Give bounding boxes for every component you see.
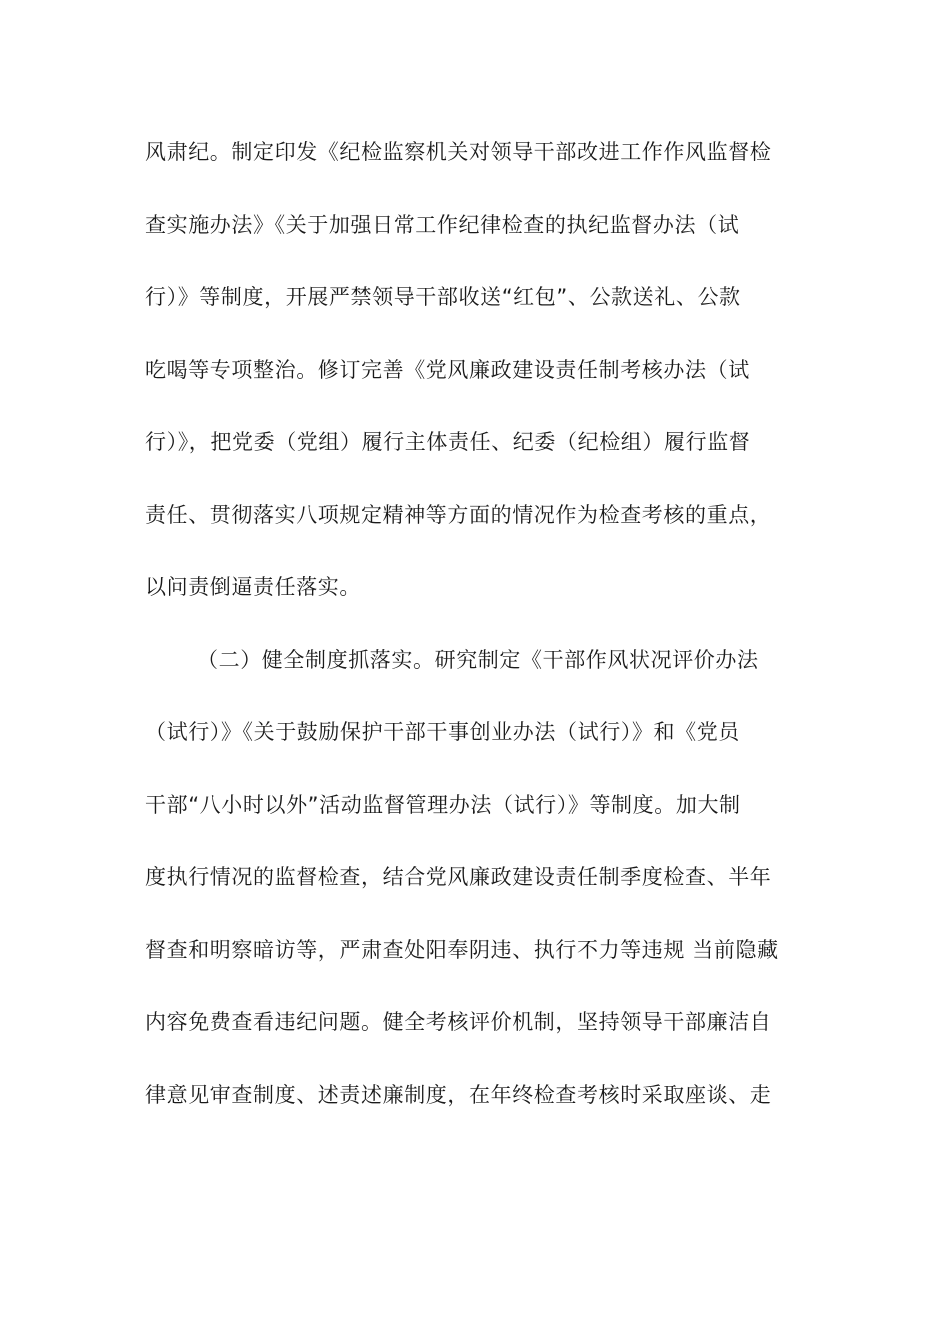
section-heading-line: （二）健全制度抓落实。研究制定《干部作风状况评价办法 — [197, 647, 759, 672]
text-line: 行）》，把党委（党组）履行主体责任、纪委（纪检组）履行监督 — [145, 430, 751, 454]
text-line: 行）》等制度，开展严禁领导干部收送“红包”、公款送礼、公款 — [145, 285, 741, 309]
text-line: 吃喝等专项整治。修订完善《党风廉政建设责任制考核办法（试 — [145, 357, 750, 382]
text-line: （试行）》《关于鼓励保护干部干事创业办法（试行）》和《党员 — [145, 720, 740, 744]
text-line: 责任、贯彻落实八项规定精神等方面的情况作为检查考核的重点， — [145, 502, 772, 527]
text-line: 督查和明察暗访等，严肃查处阳奉阴违、执行不力等违规 当前隐藏 — [145, 937, 779, 962]
body-text — [145, 126, 810, 1141]
text-line: 内容免费查看违纪问题。健全考核评价机制，坚持领导干部廉洁自 — [145, 1010, 772, 1034]
text-line: 度执行情况的监督检查，结合党风廉政建设责任制季度检查、半年 — [145, 865, 772, 889]
text-line: 查实施办法》《关于加强日常工作纪律检查的执纪监督办法（试 — [145, 212, 740, 237]
text-line: 干部“八小时以外”活动监督管理办法（试行）》等制度。加大制 — [145, 792, 741, 817]
text-line: 风肃纪。制定印发《纪检监察机关对领导干部改进工作作风监督检 — [145, 140, 772, 164]
text-line: 以问责倒逼责任落实。 — [145, 575, 361, 599]
text-line: 律意见审查制度、述责述廉制度，在年终检查考核时采取座谈、走 — [145, 1082, 772, 1107]
